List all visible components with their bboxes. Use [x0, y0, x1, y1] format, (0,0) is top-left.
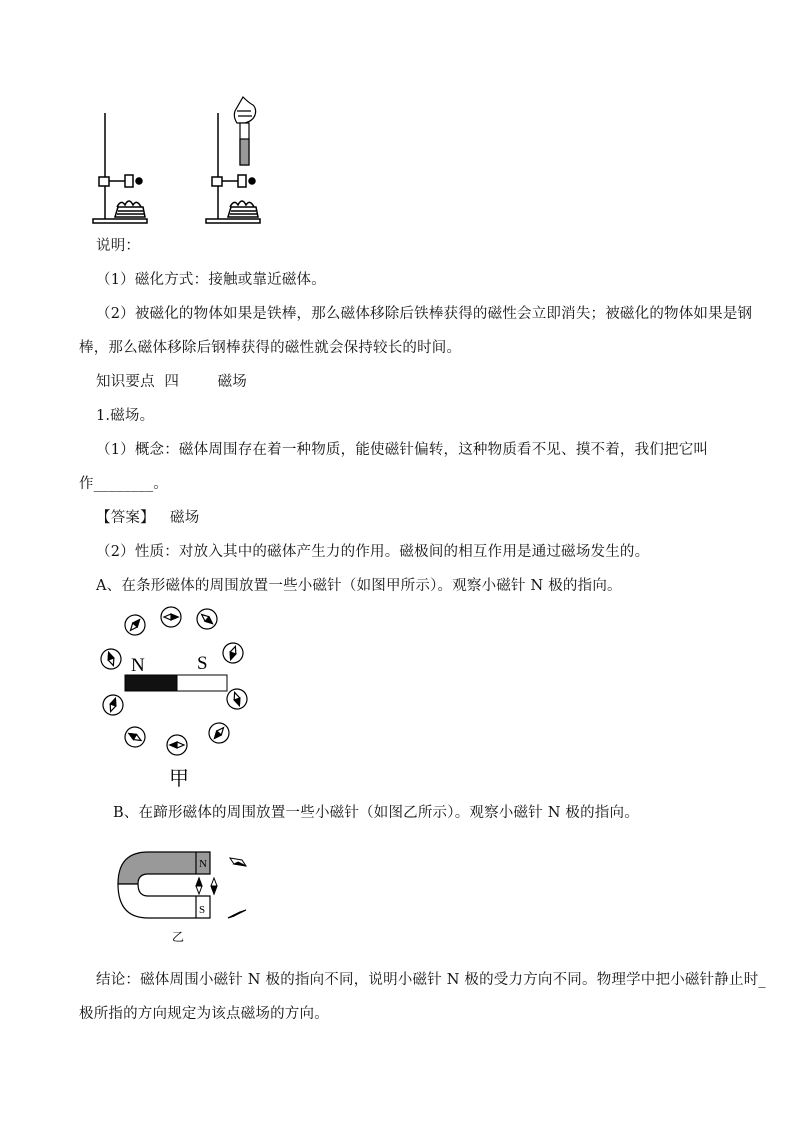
magnetization-method: （1）磁化方式：接触或靠近磁体。 — [96, 272, 326, 288]
compass-needle — [187, 605, 227, 639]
conclusion-line2: 极所指的方向规定为该点磁场的方向。 — [79, 1006, 329, 1022]
answer-value: 磁场 — [170, 510, 200, 526]
concept-line1: （1）概念：磁体周围存在着一种物质，能使磁针偏转，这种物质看不见、摸不着，我们把它叫 — [96, 442, 709, 458]
horseshoe-s-label: S — [199, 904, 206, 916]
left-iron-stand — [93, 113, 147, 223]
property-line: （2）性质：对放入其中的磁体产生力的作用。磁极间的相互作用是通过磁场发生的。 — [96, 544, 650, 560]
bar-magnet-n-label: N — [131, 655, 145, 676]
compass-needle — [220, 640, 246, 666]
bar-magnet — [125, 675, 227, 691]
magnetization-note-line2: 棒，那么磁体移除后钢棒获得的磁性就会保持较长的时间。 — [79, 340, 462, 356]
hand-with-magnet — [234, 97, 255, 165]
answer-label: 【答案】 — [96, 510, 155, 526]
item-magnetic-field: 1.磁场。 — [96, 408, 155, 424]
figure-yi-caption: 乙 — [172, 930, 185, 944]
bar-magnet-figure — [95, 605, 295, 795]
right-iron-stand — [206, 113, 260, 223]
experiment-b-line: B、在蹄形磁体的周围放置一些小磁针（如图乙所示）。观察小磁针 N 极的指向。 — [113, 805, 639, 821]
section-heading: 知识要点 四 磁场 — [96, 374, 247, 390]
horseshoe-magnet-figure — [100, 838, 250, 946]
figure-jia-caption: 甲 — [169, 768, 189, 790]
experiment-a-line: A、在条形磁体的周围放置一些小磁针（如图甲所示）。观察小磁针 N 极的指向。 — [96, 578, 622, 594]
compass-needle — [196, 878, 202, 886]
compass-needle — [161, 607, 181, 627]
compass-needle — [100, 692, 126, 718]
compass-needle — [205, 719, 233, 747]
compass-needle — [121, 611, 149, 639]
concept-line2: 作________。 — [79, 476, 168, 492]
compass-needle — [98, 646, 124, 672]
horseshoe-n-label: N — [199, 858, 207, 870]
compass-needle — [228, 912, 240, 918]
compass-needle — [211, 886, 217, 894]
magnetization-apparatus-figure — [85, 95, 285, 230]
bar-magnet-s-label: S — [197, 653, 208, 674]
conclusion-line1: 结论：磁体周围小磁针 N 极的指向不同，说明小磁针 N 极的受力方向不同。物理学中把小磁针静止时_ — [96, 972, 766, 988]
compass-needle — [224, 686, 250, 712]
compass-needle — [121, 723, 148, 750]
compass-needle — [167, 735, 187, 755]
magnetization-note-line1: （2）被磁化的物体如果是铁棒，那么磁体移除后铁棒获得的磁性会立即消失；被磁化的物体如果是钢 — [96, 306, 753, 322]
explanation-heading: 说明： — [96, 238, 141, 254]
